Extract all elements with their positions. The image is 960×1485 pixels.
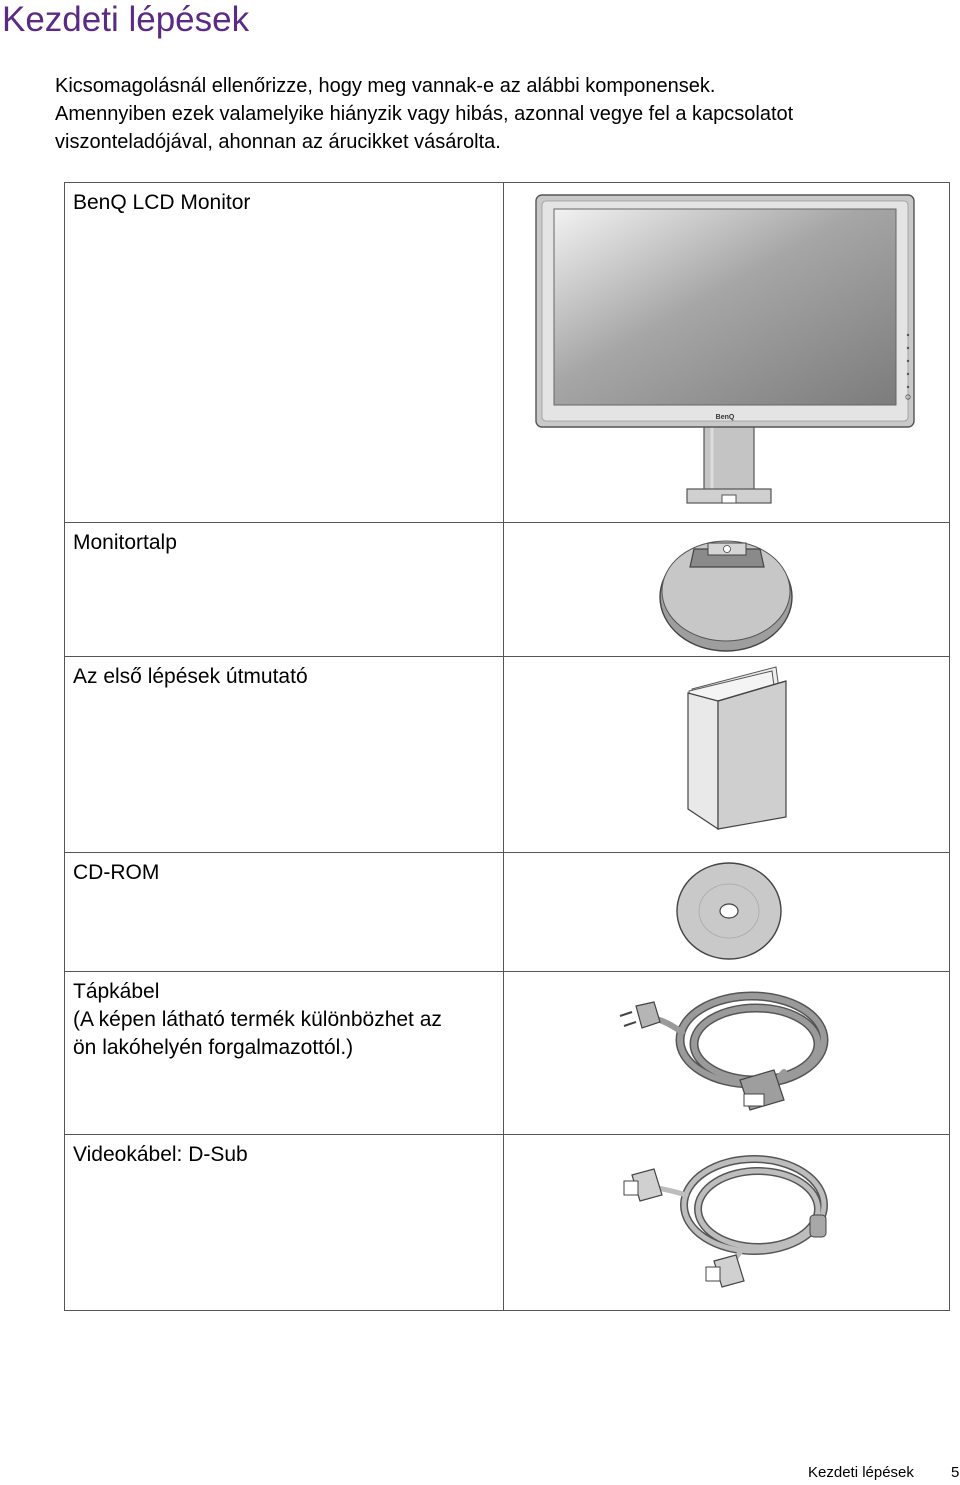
intro-paragraph (55, 72, 945, 156)
power-cable-illustration (504, 972, 950, 1135)
footer-section-title: Kezdeti lépések (808, 1464, 914, 1481)
table-row (65, 853, 950, 972)
item-label: Tápkábel (73, 980, 160, 1003)
table-row (65, 1135, 950, 1311)
cd-illustration (504, 853, 950, 972)
stand-base-illustration (504, 523, 950, 657)
dsub-cable-illustration (504, 1135, 950, 1311)
item-label: CD-ROM (65, 853, 504, 972)
intro-line: viszonteladójával, ahonnan az árucikket vásárolta. (55, 131, 501, 153)
item-label: Videokábel: D-Sub (65, 1135, 504, 1311)
page-number: 5 (951, 1464, 960, 1481)
table-row (65, 183, 950, 523)
booklet-illustration (504, 657, 950, 853)
brand-logo: BenQ (715, 414, 735, 421)
page-title: Kezdeti lépések (2, 0, 250, 39)
intro-line: Amennyiben ezek valamelyike hiányzik vagy hibás, azonnal vegye fel a kapcsolatot (55, 103, 794, 125)
item-label: Az első lépések útmutató (65, 657, 504, 853)
package-contents-table (64, 182, 950, 1311)
intro-line: Kicsomagolásnál ellenőrizze, hogy meg vannak-e az alábbi komponensek. (55, 75, 716, 97)
table-row (65, 657, 950, 853)
item-label: Monitortalp (65, 523, 504, 657)
item-note-line: ön lakóhelyén forgalmazottól.) (73, 1036, 354, 1059)
table-row (65, 972, 950, 1135)
table-row (65, 523, 950, 657)
item-note-line: (A képen látható termék különbözhet az (73, 1008, 442, 1031)
item-label-block (65, 972, 504, 1135)
item-label: BenQ LCD Monitor (65, 183, 504, 523)
monitor-illustration (504, 183, 950, 523)
